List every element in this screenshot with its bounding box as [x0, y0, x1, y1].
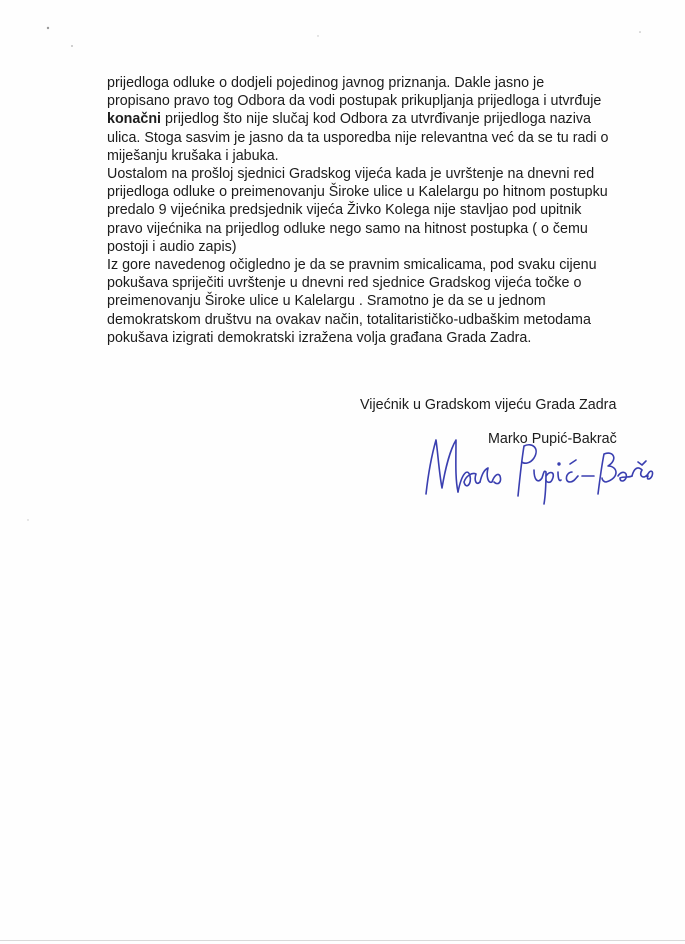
text-segment: postoji i audio zapis) — [107, 238, 237, 255]
scan-bottom-edge — [0, 940, 685, 941]
text-segment: pokušava spriječiti uvrštenje u dnevni red sjednice Gradskog vijeća točke o — [107, 275, 582, 292]
text-line — [107, 165, 627, 183]
text-line — [107, 292, 627, 310]
signatory-name: Marko Pupić-Bakrač — [488, 431, 617, 447]
text-segment: preimenovanju Široke ulice u Kalelargu . Sramotno je da se u jednom — [107, 293, 546, 310]
text-line — [107, 183, 627, 201]
text-segment: pokušava izigrati demokratski izražena volja građana Grada Zadra. — [107, 329, 532, 346]
text-line — [107, 74, 627, 92]
text-segment: prijedlog što nije slučaj kod Odbora za utvrđivanje prijedloga naziva — [161, 111, 591, 128]
letter-body — [107, 74, 627, 347]
text-line — [107, 274, 627, 292]
text-line — [107, 238, 627, 256]
text-segment: demokratskom društvu na ovakav način, totalitarističko-udbaškim metodama — [107, 311, 591, 328]
text-line — [107, 147, 627, 165]
text-segment: propisano pravo tog Odbora da vodi postupak prikupljanja prijedloga i utvrđuje — [107, 93, 602, 110]
text-line — [107, 129, 627, 147]
text-segment: predalo 9 vijećnika predsjednik vijeća Živko Kolega nije stavljao pod upitnik — [107, 202, 582, 219]
text-line — [107, 256, 627, 274]
text-segment: Iz gore navedenog očigledno je da se pravnim smicalicama, pod svaku cijenu — [107, 257, 597, 274]
handwritten-signature — [422, 432, 662, 512]
text-segment: pravo vijećnika na prijedlog odluke nego samo na hitnost postupka ( o čemu — [107, 220, 588, 237]
text-segment: prijedloga odluke o preimenovanju Široke ulice u Kalelargu po hitnom postupku — [107, 184, 608, 201]
text-line — [107, 92, 627, 110]
text-line — [107, 110, 627, 128]
text-segment: ulica. Stoga sasvim je jasno da ta usporedba nije relevantna već da se tu radi o — [107, 129, 609, 146]
text-line — [107, 201, 627, 219]
bold-text-segment: konačni — [107, 111, 162, 128]
text-segment: prijedloga odluke o dodjeli pojedinog javnog priznanja. Dakle jasno je — [107, 75, 545, 91]
signatory-title: Vijećnik u Gradskom vijeću Grada Zadra — [360, 397, 617, 413]
text-segment: miješanju krušaka i jabuka. — [107, 147, 279, 164]
text-segment: Uostalom na prošloj sjednici Gradskog vijeća kada je uvrštenje na dnevni red — [107, 166, 595, 183]
text-line — [107, 311, 627, 329]
text-line — [107, 329, 627, 347]
text-line — [107, 220, 627, 238]
